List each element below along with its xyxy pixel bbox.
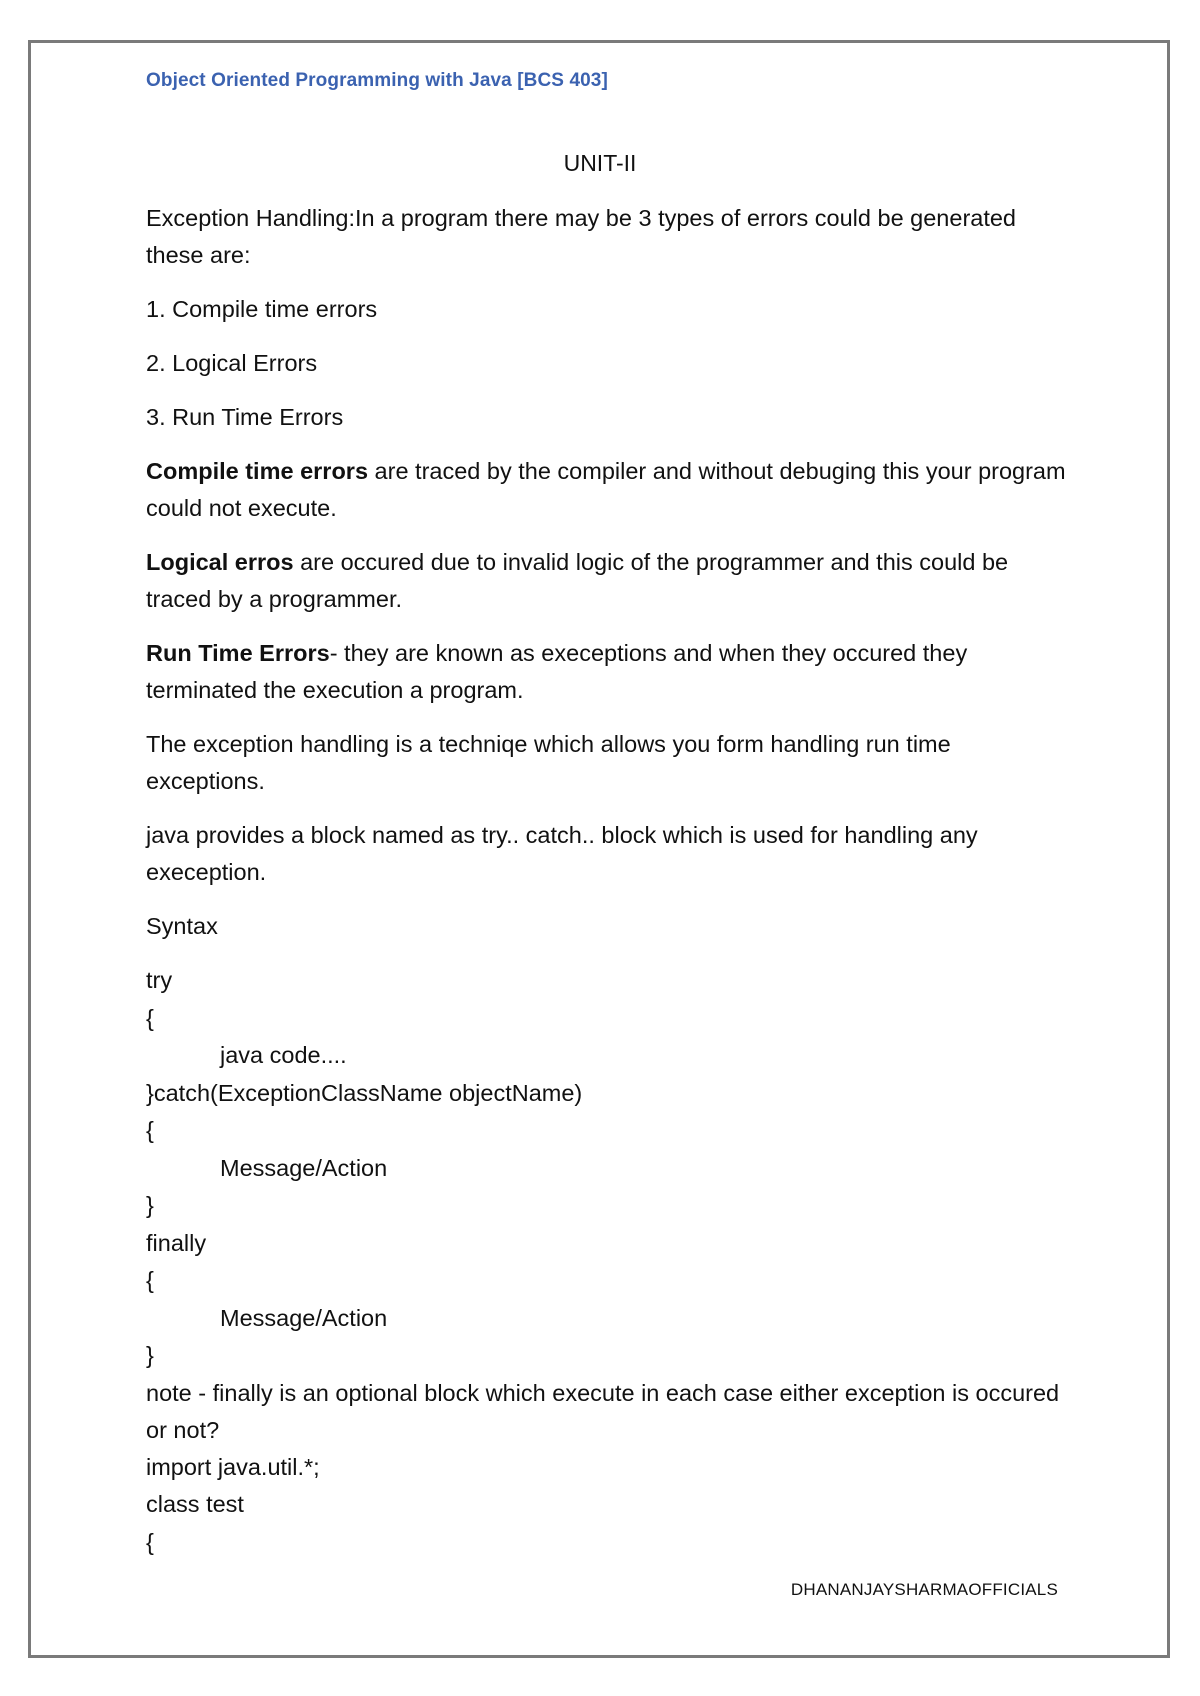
syntax-label: Syntax [146, 913, 218, 939]
definition-text: are occured due to invalid logic of the programmer and this could be traced by a programmer. [146, 549, 1009, 612]
code-line: class test [146, 1491, 244, 1517]
course-header: Object Oriented Programming with Java [BCS 403] [146, 70, 608, 91]
definition-text: are traced by the compiler and without debuging this your program could not execute. [146, 458, 1066, 521]
intro-paragraph: Exception Handling:In a program there may be 3 types of errors could be generated these are: [146, 205, 1017, 268]
code-line: Message/Action [220, 1304, 388, 1331]
definition-term: Logical erros [146, 549, 294, 575]
code-line: }catch(ExceptionClassName objectName) [146, 1079, 583, 1106]
example-code-block [146, 1449, 1076, 1562]
definition-logical [146, 544, 1076, 618]
code-line: finally [146, 1229, 207, 1256]
code-line: import java.util.*; [146, 1453, 320, 1480]
unit-title: UNIT-II [563, 150, 637, 176]
exception-handling-paragraph: The exception handling is a techniqe which allows you form handling run time exceptions. [146, 731, 951, 794]
document-body [146, 200, 1076, 1561]
code-line: { [146, 1528, 154, 1555]
code-line: Message/Action [220, 1154, 388, 1181]
definition-text: - they are known as execeptions and when they occured they terminated the execution a program. [146, 640, 968, 703]
code-line: { [146, 1267, 154, 1293]
definition-term: Compile time errors [146, 458, 369, 484]
footer-watermark: DHANANJAYSHARMAOFFICIALS [790, 1580, 1058, 1599]
code-line: { [146, 1117, 154, 1143]
note-paragraph: note - finally is an optional block which execute in each case either exception is occured or not? [146, 1379, 1060, 1443]
error-type-item: 1. Compile time errors [146, 296, 378, 322]
definition-run-time [146, 635, 1076, 709]
error-type-item: 3. Run Time Errors [146, 404, 344, 430]
code-line: java code.... [220, 1042, 347, 1068]
error-type-item: 2. Logical Errors [146, 350, 318, 376]
syntax-code-block [146, 962, 1076, 1375]
try-catch-paragraph: java provides a block named as try.. catch.. block which is used for handling any exeception. [146, 822, 978, 885]
code-line: } [146, 1192, 154, 1218]
definition-compile-time [146, 453, 1076, 527]
code-line: } [146, 1342, 154, 1368]
code-line: try [146, 967, 173, 993]
definition-term: Run Time Errors [146, 640, 330, 666]
code-line: { [146, 1004, 154, 1031]
